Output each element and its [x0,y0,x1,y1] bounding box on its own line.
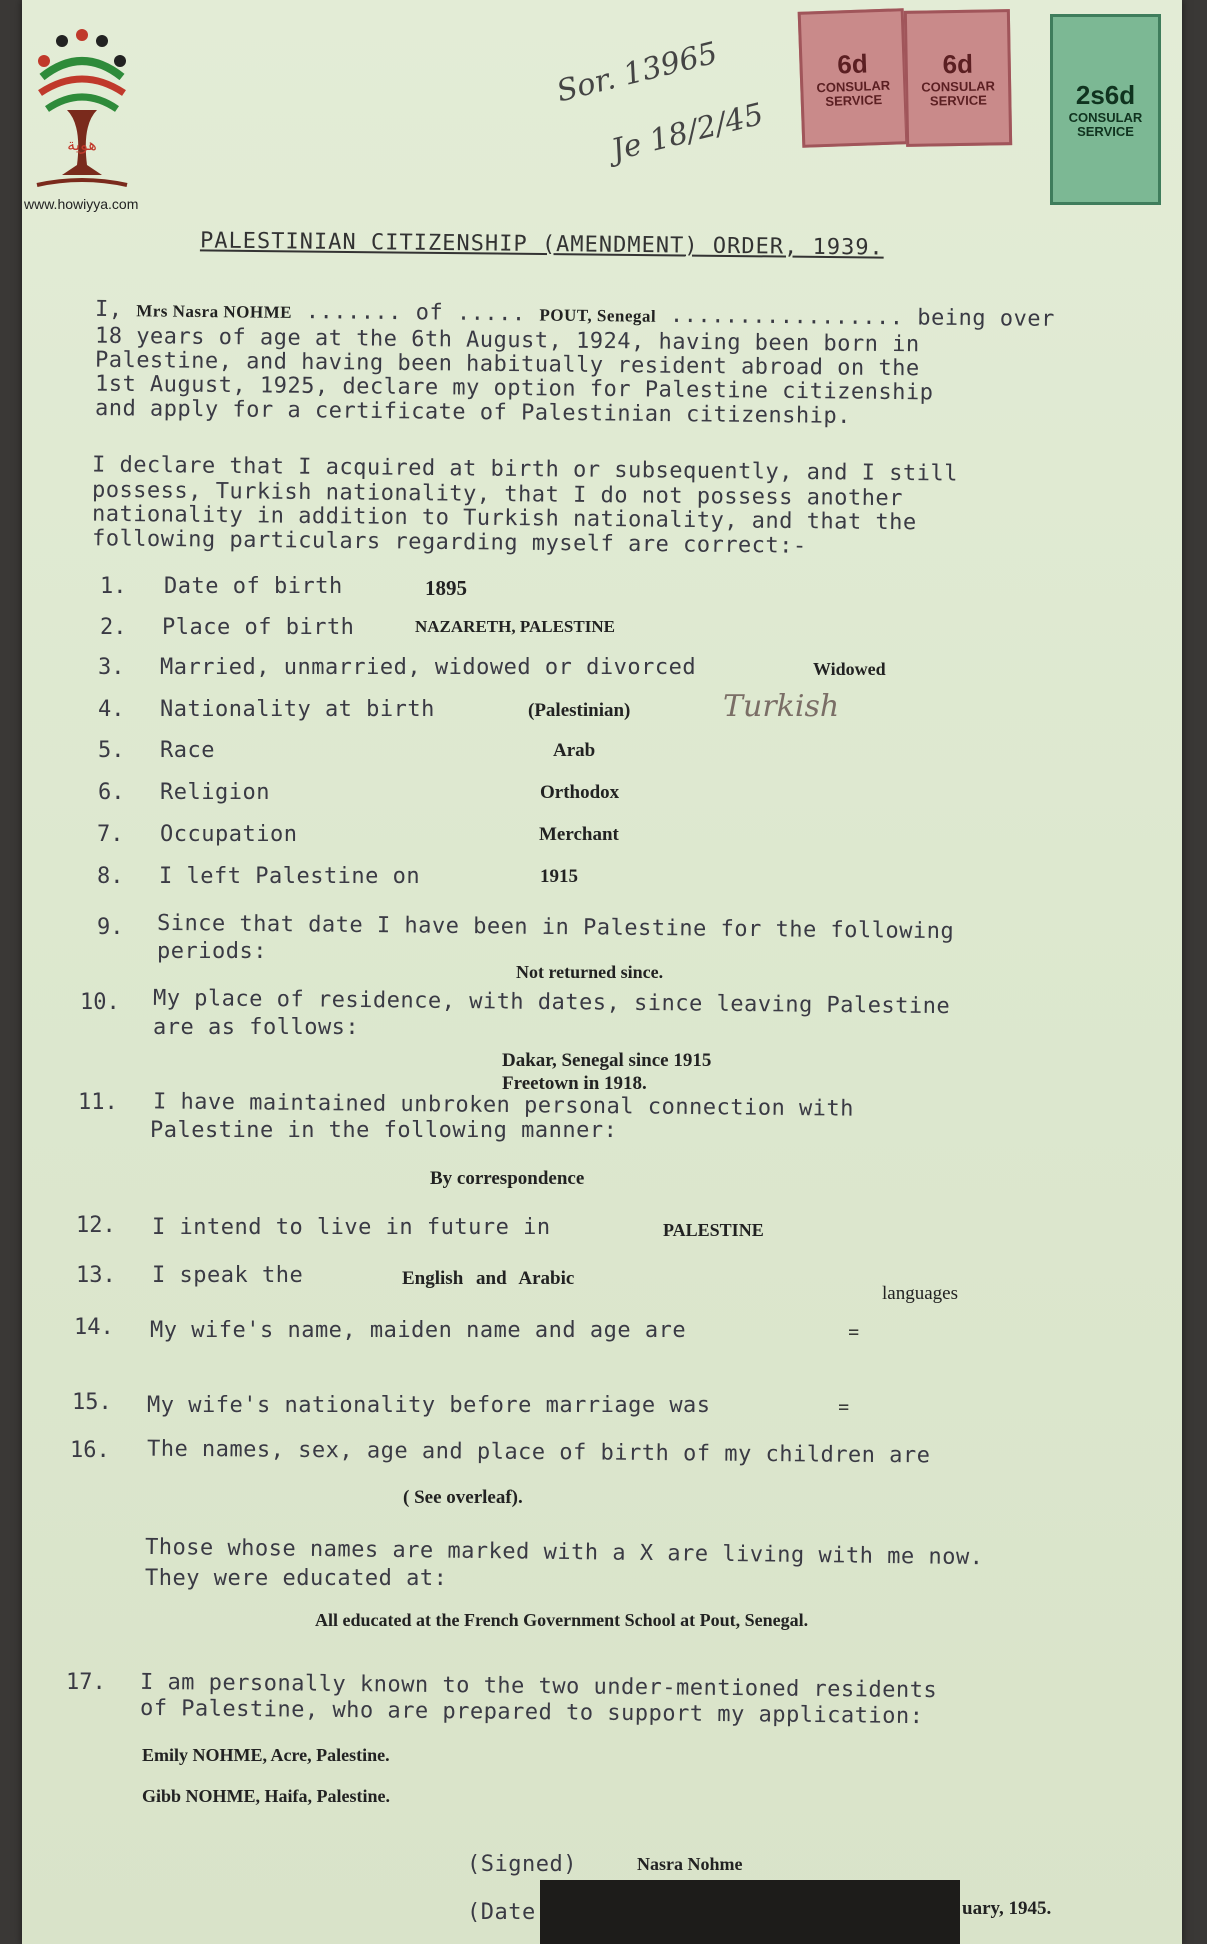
item-13-value: English and Arabic [402,1268,575,1289]
page-title: PALESTINIAN CITIZENSHIP (AMENDMENT) ORDER, 1939. [199,228,884,261]
item-10-line-1: My place of residence, with dates, since leaving Palestine [152,985,951,1020]
item-11-value: By correspondence [430,1168,585,1189]
item-value: Arab [553,740,596,761]
item-value: Widowed [813,659,886,679]
handwritten-reference: Sor. 13965 [553,35,721,110]
item-label: Place of birth [162,615,355,640]
item-9-number: 9. [97,915,124,940]
education-value: All educated at the French Government School at Pout, Senegal. [315,1610,809,1630]
item-13-suffix: languages [882,1283,958,1304]
declare-line-1: I declare that I acquired at birth or subsequently, and I still [91,452,959,487]
item-11-line-1: I have maintained unbroken personal connection with [152,1089,855,1122]
stamp-value: 6d [836,47,869,80]
item-label: Race [160,738,215,763]
logo-figures [38,29,126,109]
stamp-value: 6d [942,48,974,79]
stamp-label: CONSULAR SERVICE [921,77,996,108]
item-10-value-2: Freetown in 1918. [502,1073,647,1094]
applicant-place: POUT, Senegal [539,305,657,326]
svg-text:هوية: هوية [67,135,97,154]
item-14-value: = [848,1322,860,1344]
item-label: I left Palestine on [159,864,421,889]
item-16-number: 16. [70,1438,110,1463]
living-line-2: They were educated at: [145,1566,448,1591]
item-13-number: 13. [76,1263,116,1288]
item-11-number: 11. [78,1090,118,1115]
item-9-value: Not returned since. [516,962,664,982]
stamp-label: CONSULAR SERVICE [1068,110,1143,139]
item-4 [98,689,840,724]
item-7 [97,822,619,847]
item-value: Orthodox [540,782,620,803]
intro-of: of [415,300,444,326]
item-label: Nationality at birth [160,697,435,722]
torn-paper-area [540,1880,960,1944]
item-8 [97,864,578,889]
item-number: 6. [98,780,125,805]
item-number: 7. [97,822,124,847]
date-value: uary, 1945. [962,1898,1052,1919]
item-value: 1895 [425,576,467,600]
revenue-stamp-6d-1 [798,8,909,148]
signed-value: Nasra Nohme [637,1854,743,1874]
reference-1: Emily NOHME, Acre, Palestine. [142,1745,390,1765]
declare-line-2: possess, Turkish nationality, that I do not possess another [91,477,904,512]
logo-url: www.howiyya.com [24,196,139,212]
date-label: (Date [467,1900,536,1925]
handwritten-date: Je 18/2/45 [608,96,767,169]
item-1 [100,574,467,600]
item-17-line-1: I am personally known to the two under-mentioned residents [139,1669,938,1704]
item-16-label: The names, sex, age and place of birth of my children are [146,1436,931,1469]
intro-prefix: I, [94,296,123,323]
intro-suffix: being over [917,305,1055,332]
item-label: Religion [160,780,270,805]
item-number: 2. [100,615,127,640]
item-11-line-2: Palestine in the following manner: [150,1118,618,1143]
item-15-value: = [838,1397,850,1419]
intro-line-2: 18 years of age at the 6th August, 1924, having been born in [94,323,920,358]
item-label: Date of birth [164,574,343,599]
item-15-label: My wife's nationality before marriage was [147,1393,711,1418]
item-value: Merchant [539,824,619,845]
intro-line-4: 1st August, 1925, declare my option for Palestine citizenship [94,371,934,406]
declare-line-3: nationality in addition to Turkish nationality, and that the [91,501,917,536]
item-label: Married, unmarried, widowed or divorced [160,655,697,680]
applicant-name: Mrs Nasra NOHME [136,301,293,322]
item-number: 3. [98,655,125,680]
revenue-stamp-6d-2 [904,9,1012,147]
item-value: (Palestinian) [528,700,631,721]
item-number: 8. [97,864,124,889]
item-value: 1915 [540,866,578,887]
howiyya-tree-logo [22,25,142,195]
item-13-label: I speak the [152,1263,304,1288]
declare-line-4: following particulars regarding myself are correct:- [91,526,807,559]
reference-2: Gibb NOHME, Haifa, Palestine. [142,1786,391,1806]
item-12-label: I intend to live in future in [152,1215,551,1240]
item-12-value: PALESTINE [663,1220,764,1240]
item-17-line-2: of Palestine, who are prepared to support my application: [139,1695,924,1730]
item-label: Occupation [160,822,298,847]
intro-line-1: I, Mrs Nasra NOHME ....... of ..... POUT, Senegal ................. being over [94,296,1055,332]
item-6 [98,780,620,805]
item-12-number: 12. [76,1213,116,1238]
intro-line-5: and apply for a certificate of Palestinian citizenship. [94,396,852,429]
intro-line-3: Palestine, and having been habitually resident abroad on the [94,347,920,382]
stamp-value: 2s6d [1075,80,1136,110]
stamp-label: CONSULAR SERVICE [816,77,891,109]
item-value: NAZARETH, PALESTINE [415,617,615,636]
living-line-1: Those whose names are marked with a X are living with me now. [144,1534,984,1571]
item-2 [100,615,615,640]
revenue-stamp-2s6d [1050,14,1161,205]
item-number: 1. [100,574,127,599]
item-14-label: My wife's name, maiden name and age are [150,1318,687,1343]
signed-label: (Signed) [467,1852,577,1877]
item-5 [98,738,596,763]
item-9-line-2: periods: [157,939,267,964]
item-10-number: 10. [80,990,120,1015]
item-3 [98,655,886,680]
item-number: 4. [98,697,125,722]
item-17-number: 17. [66,1670,106,1695]
item-9-line-1: Since that date I have been in Palestine for the following [156,910,955,945]
item-number: 5. [98,738,125,763]
handwritten-annotation: Turkish [723,689,840,724]
item-10-line-2: are as follows: [153,1015,360,1040]
item-10-value-1: Dakar, Senegal since 1915 [502,1050,712,1071]
item-14-number: 14. [74,1315,114,1340]
item-16-value: ( See overleaf). [403,1487,523,1508]
item-15-number: 15. [72,1390,112,1415]
